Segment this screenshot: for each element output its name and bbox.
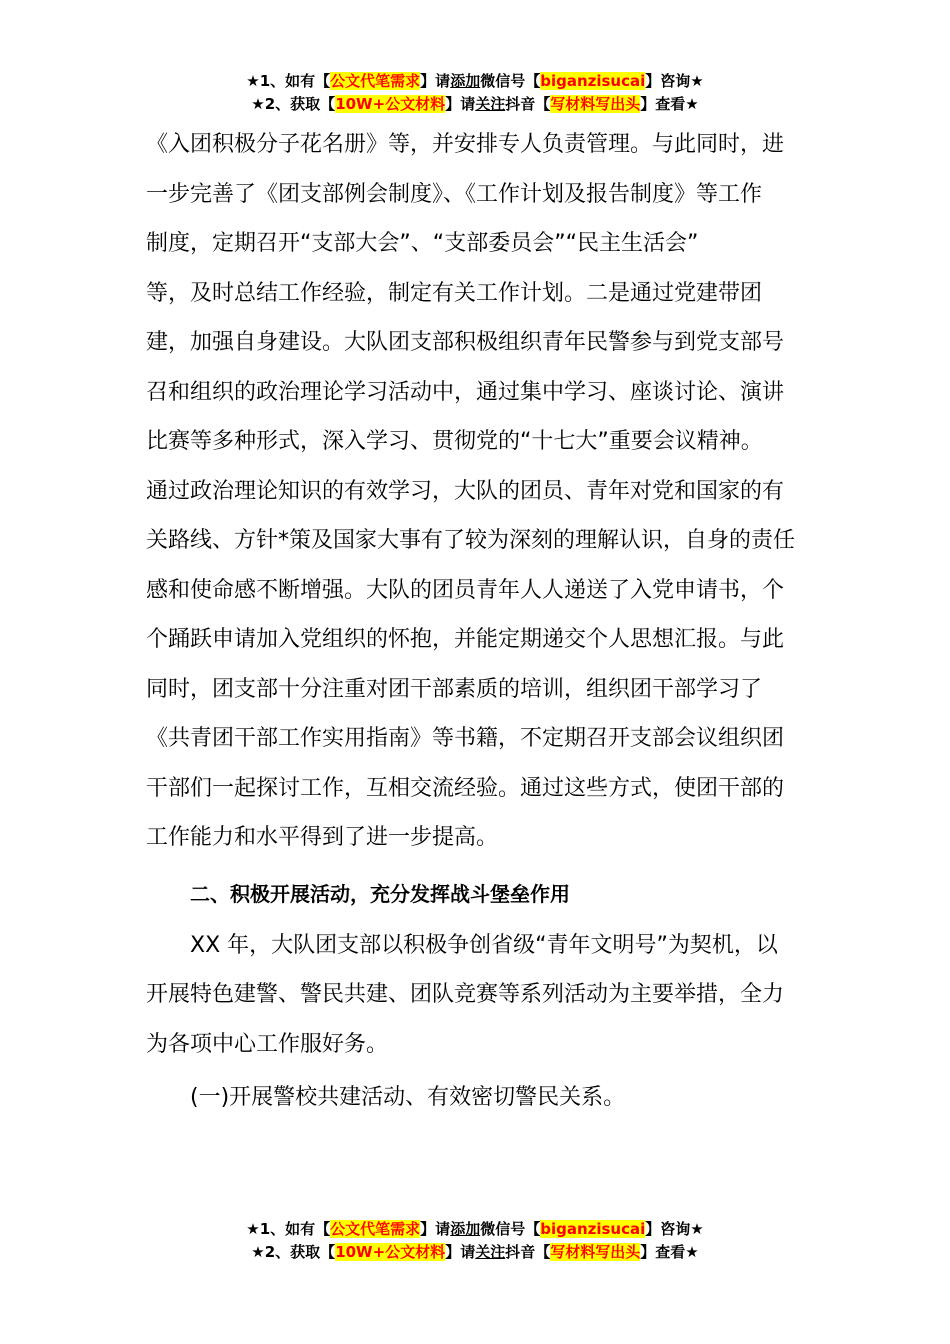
banner-text: ★2、获取【 — [251, 1243, 336, 1261]
banner-line-1 — [0, 1218, 950, 1241]
banner-line-1 — [0, 70, 950, 93]
banner-text: 】咨询★ — [645, 72, 704, 90]
banner-text: 】咨询★ — [645, 1220, 704, 1238]
banner-line-2 — [0, 93, 950, 116]
banner-highlight: 写材料写出头 — [550, 1243, 641, 1261]
body-line: 建，加强自身建设。大队团支部积极组织青年民警参与到党支部号 — [146, 330, 785, 355]
body-line: 工作能力和水平得到了进一步提高。 — [146, 825, 499, 850]
banner-text: 抖音【 — [505, 1243, 551, 1261]
banner-text: 】查看★ — [640, 95, 699, 113]
document-body — [146, 120, 811, 1123]
banner-highlight: 10W+公文材料 — [335, 95, 446, 113]
banner-underline: 添加 — [450, 1220, 481, 1238]
banner-highlight: 写材料写出头 — [550, 95, 641, 113]
body-line: 通过政治理论知识的有效学习，大队的团员、青年对党和国家的有 — [146, 478, 785, 504]
banner-text: 】查看★ — [640, 1243, 699, 1261]
banner-line-2 — [0, 1241, 950, 1264]
top-banner — [0, 70, 950, 116]
banner-highlight: 10W+公文材料 — [335, 1243, 446, 1261]
body-line: 关路线、方针*策及国家大事有了较为深刻的理解认识，自身的责任 — [146, 528, 796, 553]
body-line: 同时，团支部十分注重对团干部素质的培训，组织团干部学习了 — [146, 676, 763, 702]
body-line: 个踊跃申请加入党组织的怀抱，并能定期递交个人思想汇报。与此 — [146, 627, 785, 652]
banner-text: ★1、如有【 — [246, 72, 331, 90]
body-line: XX 年，大队团支部以积极争创省级“青年文明号”为契机，以 — [190, 932, 778, 958]
banner-underline: 关注 — [475, 1243, 506, 1261]
body-line: 《入团积极分子花名册》等，并安排专人负责管理。与此同时，进 — [146, 132, 785, 157]
banner-highlight: biganzisucai — [540, 72, 646, 90]
banner-underline: 添加 — [450, 72, 481, 90]
banner-highlight: 公文代笔需求 — [330, 1220, 421, 1238]
body-line: 开展特色建警、警民共建、团队竞赛等系列活动为主要举措，全力 — [146, 982, 785, 1007]
body-line: 制度，定期召开“支部大会”、“支部委员会”“民主生活会” — [146, 231, 699, 256]
body-line: 为各项中心工作服好务。 — [146, 1031, 389, 1057]
banner-text: 】请 — [420, 72, 451, 90]
banner-text: 微信号【 — [480, 1220, 541, 1238]
body-line: 一步完善了《团支部例会制度》、《工作计划及报告制度》等工作 — [146, 181, 763, 207]
banner-text: 微信号【 — [480, 72, 541, 90]
body-line: 比赛等多种形式，深入学习、贯彻党的“十七大”重要会议精神。 — [146, 429, 763, 454]
banner-text: 】请 — [445, 95, 476, 113]
subsection-heading: (一)开展警校共建活动、有效密切警民关系。 — [190, 1085, 626, 1110]
banner-highlight: biganzisucai — [540, 1220, 646, 1238]
bottom-banner — [0, 1218, 950, 1264]
banner-highlight: 公文代笔需求 — [330, 72, 421, 90]
body-line: 《共青团干部工作实用指南》等书籍，不定期召开支部会议组织团 — [146, 726, 785, 751]
banner-text: ★1、如有【 — [246, 1220, 331, 1238]
body-line: 感和使命感不断增强。大队的团员青年人人递送了入党申请书，个 — [146, 577, 785, 603]
banner-text: ★2、获取【 — [251, 95, 336, 113]
banner-underline: 关注 — [475, 95, 506, 113]
banner-text: 抖音【 — [505, 95, 551, 113]
body-line: 召和组织的政治理论学习活动中，通过集中学习、座谈讨论、演讲 — [146, 379, 785, 405]
body-line: 等，及时总结工作经验，制定有关工作计划。二是通过党建带团 — [146, 280, 763, 306]
body-line: 干部们一起探讨工作，互相交流经验。通过这些方式，使团干部的 — [146, 775, 785, 801]
section-heading: 二、积极开展活动，充分发挥战斗堡垒作用 — [190, 881, 570, 906]
banner-text: 】请 — [420, 1220, 451, 1238]
banner-text: 】请 — [445, 1243, 476, 1261]
